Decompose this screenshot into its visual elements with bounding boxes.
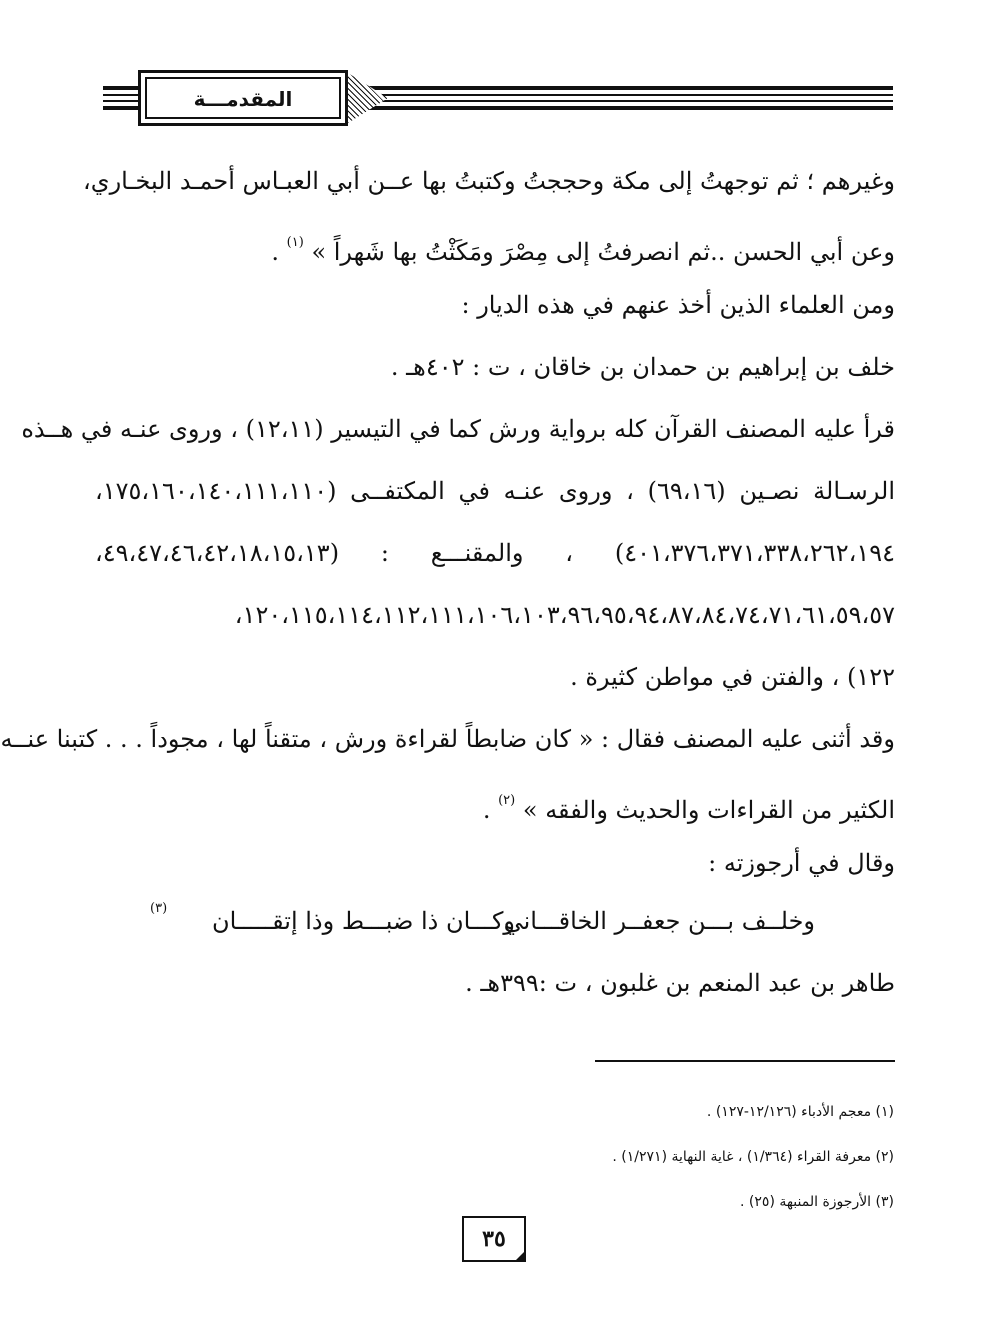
text-line xyxy=(95,770,895,832)
text-segment: وعن أبي الحسن ..ثم انصرفتُ إلى مِصْرَ ومَكَثْتُ بها شَهراً » xyxy=(311,238,895,266)
text-line: الرسـالة نصـين (٦٩،١٦) ، وروى عنـه في المكتفــى (١٧٥،١٦٠،١٤٠،١١١،١١٠، xyxy=(95,477,896,505)
poem-hemistich: وكـــان ذا ضبـــط وذا إتقـــــان xyxy=(212,907,515,935)
header-title-box xyxy=(138,70,348,126)
footnote-ref: (٣) xyxy=(150,901,168,916)
footnote-separator xyxy=(595,1060,895,1062)
footnote-ref: (٢) xyxy=(498,793,516,808)
poem-hemistich: وخلــف بـــن جعفــر الخاقـــاني xyxy=(503,907,815,935)
poem-verse xyxy=(95,890,895,952)
footnotes xyxy=(194,1090,894,1225)
text-line: وغيرهم ؛ ثم توجهتُ إلى مكة وحججتُ وكتبتُ بها عــن أبي العبـاس أحمـد البخـاري، xyxy=(83,167,895,195)
footnote: (٢) معرفة القراء (١/٣٦٤) ، غاية النهاية (١/٢٧١) . xyxy=(612,1149,894,1165)
text-line: طاهر بن عبد المنعم بن غلبون ، ت :٣٩٩هـ . xyxy=(465,969,895,997)
text-line: ١٢٠،١١٥،١١٤،١١٢،١١١،١٠٦،١٠٣،٩٦،٩٥،٩٤،٨٧،٨٤،٧٤،٧١،٦١،٥٩،٥٧، xyxy=(234,601,895,629)
main-text xyxy=(0,150,896,1010)
text-segment: . xyxy=(482,796,491,824)
text-line: ٤٠١،٣٧٦،٣٧١،٣٣٨،٢٦٢،١٩٤) ، والمقنـــع : (٤٩،٤٧،٤٦،٤٢،١٨،١٥،١٣، xyxy=(95,539,895,567)
text-segment: . xyxy=(271,238,280,266)
footnote: (٣) الأرجوزة المنبهة (٢٥) . xyxy=(740,1194,894,1210)
text-line xyxy=(95,212,895,274)
text-line: وقد أثنى عليه المصنف فقال : « كان ضابطاً لقراءة ورش ، متقناً لها ، مجوداً . . . كتبنا عنــه xyxy=(0,725,895,753)
text-line: قرأ عليه المصنف القرآن كله برواية ورش كما في التيسير (١٢،١١) ، وروى عنـه في هــذه xyxy=(21,415,895,443)
footnote: (١) معجم الأدباء (١٢/١٢٦-١٢٧) . xyxy=(706,1104,894,1120)
footnote-ref: (١) xyxy=(286,235,304,250)
text-line: ومن العلماء الذين أخذ عنهم في هذه الديار : xyxy=(461,291,895,319)
header-ornament xyxy=(348,73,388,123)
text-line: ١٢٢) ، والفتن في مواطن كثيرة . xyxy=(570,663,895,691)
text-line: خلف بن إبراهيم بن حمدان بن خاقان ، ت : ٤٠٢هـ . xyxy=(390,353,895,381)
page-title: المقدمـــة xyxy=(193,87,293,111)
page-number: ٣٥ xyxy=(462,1216,526,1262)
text-segment: الكثير من القراءات والحديث والفقه » xyxy=(522,796,895,824)
page-header xyxy=(103,70,893,130)
text-line: وقال في أرجوزته : xyxy=(708,849,895,877)
